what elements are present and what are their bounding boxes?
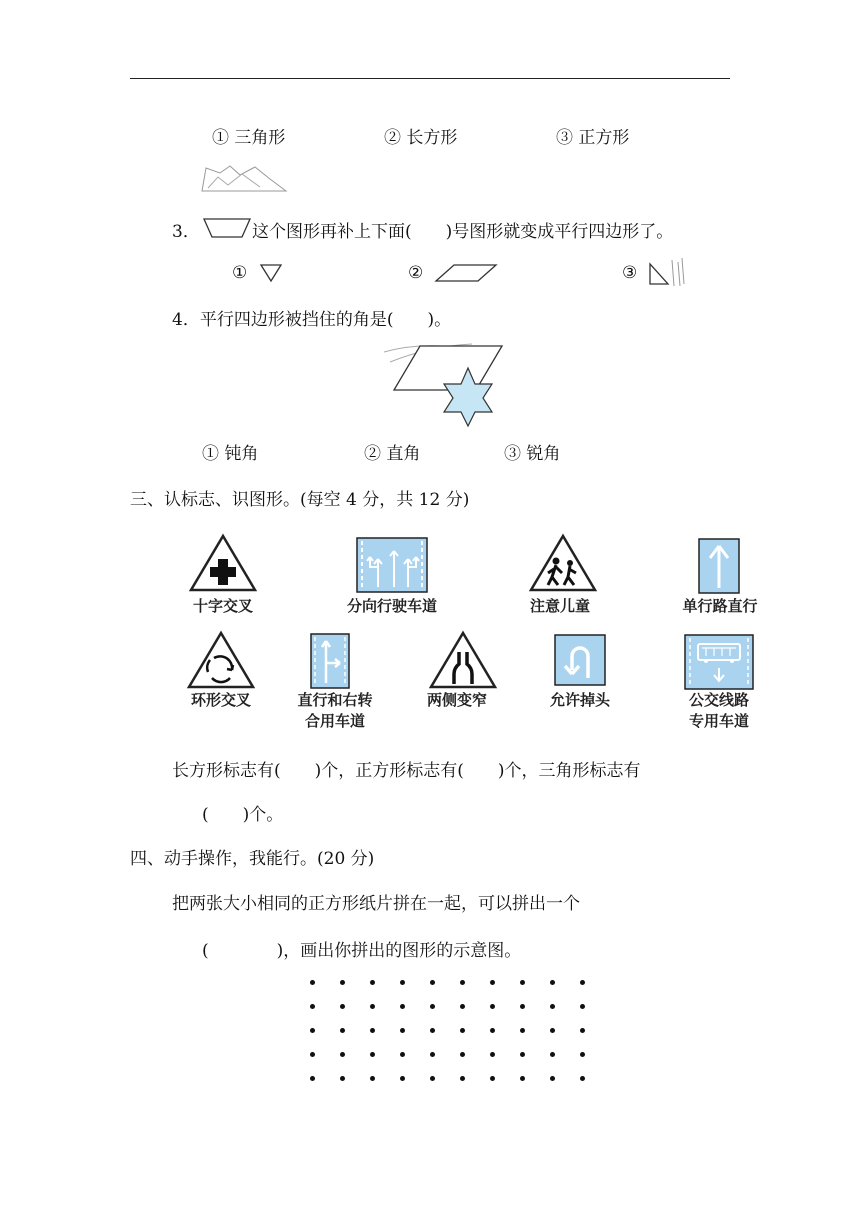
grid-dot (310, 1076, 315, 1081)
sign-label-bus-lane: 公交线路 专用车道 (688, 691, 749, 730)
grid-dot (580, 1052, 585, 1057)
grid-dot (430, 1052, 435, 1057)
grid-dot (490, 1028, 495, 1033)
q2-option-2: ② 长方形 (384, 128, 458, 148)
grid-dot (490, 1052, 495, 1057)
grid-dot (580, 980, 585, 985)
children-sign-icon (528, 533, 598, 593)
sign-label-children: 注意儿童 (529, 597, 590, 615)
q4-option-2: ② 直角 (364, 444, 421, 464)
grid-dot (520, 1004, 525, 1009)
sign-label-roundabout: 环形交叉 (190, 691, 251, 709)
grid-dot (550, 1028, 555, 1033)
grid-dot (460, 980, 465, 985)
q3-option-3: ③ (622, 263, 638, 283)
grid-dot (400, 980, 405, 985)
grid-dot (580, 1076, 585, 1081)
q3-option-1: ① (232, 263, 248, 283)
grid-dot (370, 980, 375, 985)
grid-dot (370, 1076, 375, 1081)
crossroad-sign-icon (188, 533, 258, 593)
sign-label-lane-split: 分向行驶车道 (346, 597, 437, 615)
grid-dot (310, 1004, 315, 1009)
grid-dot (490, 1076, 495, 1081)
q2-option-3: ③ 正方形 (556, 128, 630, 148)
grid-dot (520, 1076, 525, 1081)
grid-dot (580, 1028, 585, 1033)
sign-label-straight-right: 直行和右转 合用车道 (297, 691, 373, 730)
q3-number: 3． (172, 222, 200, 242)
grid-dot (460, 1076, 465, 1081)
header-rule (130, 78, 730, 79)
grid-dot (310, 1028, 315, 1033)
q3-triangle-figure (258, 262, 284, 284)
grid-dot (340, 1004, 345, 1009)
straight-right-sign-icon (310, 633, 350, 689)
grid-dot (340, 980, 345, 985)
grid-dot (520, 1028, 525, 1033)
section3-question-line1: 长方形标志有( )个，正方形标志有( )个，三角形标志有 (172, 761, 641, 781)
sign-label-crossroad: 十字交叉 (192, 597, 253, 615)
grid-dot (310, 1052, 315, 1057)
grid-dot (520, 1052, 525, 1057)
section3-heading: 三、认标志、识图形。(每空 4 分，共 12 分) (130, 490, 470, 510)
grid-dot (340, 1076, 345, 1081)
grid-dot (340, 1028, 345, 1033)
roundabout-sign-icon (186, 630, 256, 690)
section4-heading: 四、动手操作，我能行。(20 分) (130, 849, 375, 869)
grid-dot (550, 980, 555, 985)
q3-option-2: ② (408, 263, 424, 283)
q4-option-3: ③ 锐角 (504, 444, 561, 464)
scan-artifact-image (200, 163, 290, 195)
grid-dot (460, 1028, 465, 1033)
grid-dot (460, 1004, 465, 1009)
q3-text: 这个图形再补上下面( )号图形就变成平行四边形了。 (252, 222, 674, 242)
grid-dot (340, 1052, 345, 1057)
grid-dot (370, 1028, 375, 1033)
grid-dot (490, 980, 495, 985)
q3-parallelogram-figure (434, 262, 498, 284)
q2-option-1: ① 三角形 (212, 128, 286, 148)
grid-dot (430, 1004, 435, 1009)
trapezoid-figure (202, 216, 252, 240)
sign-label-one-way: 单行路直行 (682, 597, 758, 615)
grid-dot (400, 1028, 405, 1033)
grid-dot (400, 1076, 405, 1081)
grid-dot (430, 1076, 435, 1081)
hidden-angle-parallelogram-figure (380, 338, 510, 428)
grid-dot (550, 1076, 555, 1081)
section4-line1: 把两张大小相同的正方形纸片拼在一起，可以拼出一个 (172, 894, 580, 914)
dot-grid (310, 980, 600, 1090)
grid-dot (430, 980, 435, 985)
grid-dot (430, 1028, 435, 1033)
grid-dot (370, 1004, 375, 1009)
u-turn-sign-icon (554, 634, 606, 686)
grid-dot (400, 1052, 405, 1057)
sign-label-narrow-road: 两侧变窄 (426, 691, 487, 709)
grid-dot (580, 1004, 585, 1009)
grid-dot (460, 1052, 465, 1057)
bus-lane-sign-icon (684, 634, 754, 690)
grid-dot (370, 1052, 375, 1057)
q4-text: 4．平行四边形被挡住的角是( )。 (172, 310, 452, 330)
sign-label-u-turn: 允许掉头 (549, 691, 610, 709)
grid-dot (520, 980, 525, 985)
one-way-straight-sign-icon (698, 538, 740, 594)
grid-dot (490, 1004, 495, 1009)
lane-split-sign-icon (356, 537, 428, 593)
narrow-road-sign-icon (428, 630, 498, 690)
section3-question-line2: ( )个。 (202, 805, 284, 825)
grid-dot (400, 1004, 405, 1009)
q4-option-1: ① 钝角 (202, 444, 259, 464)
grid-dot (550, 1004, 555, 1009)
q3-right-triangle-figure (646, 256, 688, 290)
grid-dot (310, 980, 315, 985)
section4-line2: ( )，画出你拼出的图形的示意图。 (202, 941, 522, 961)
grid-dot (550, 1052, 555, 1057)
